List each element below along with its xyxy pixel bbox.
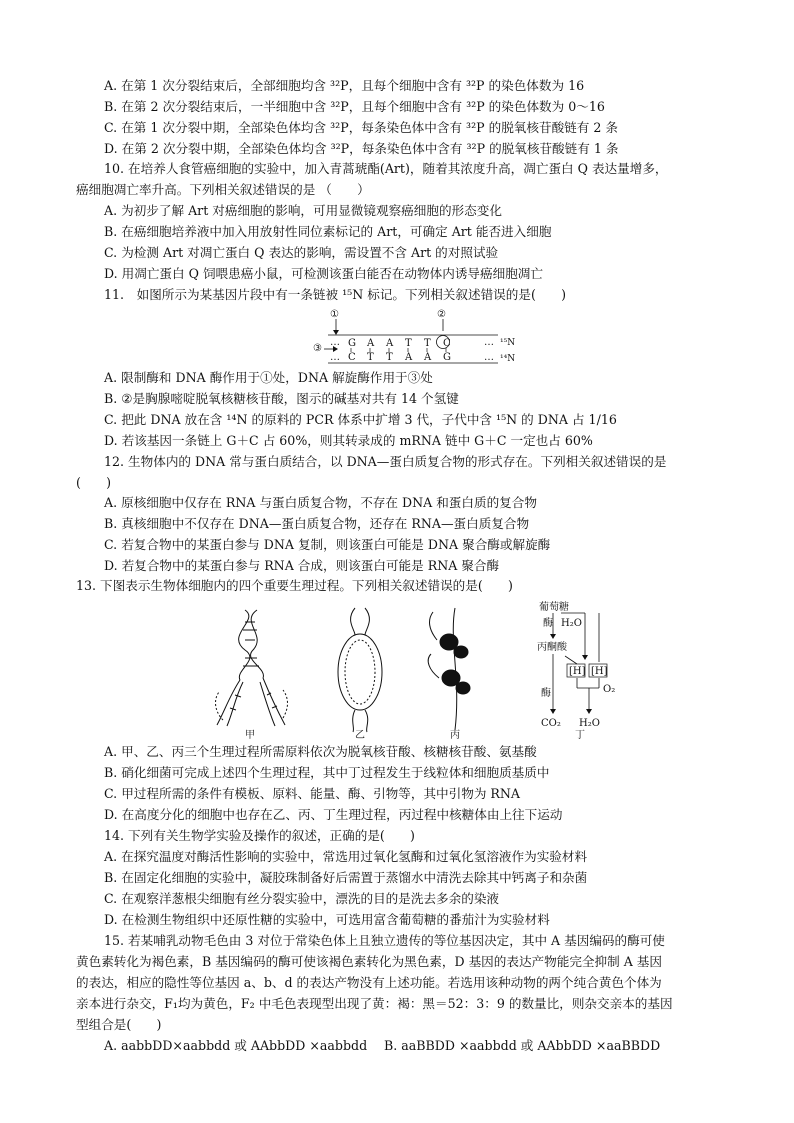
glucose-label: 葡萄糖	[539, 602, 569, 613]
enzyme-label-1: 酶	[543, 618, 553, 629]
top-base: G	[348, 338, 356, 349]
q12-option-a: A. 原核细胞中仅存在 RNA 与蛋白质复合物，不存在 DNA 和蛋白质的复合物	[104, 495, 537, 510]
q15-stem-line4: 亲本进行杂交，F₁均为黄色，F₂ 中毛色表现型出现了黄：褐：黑＝52：3：9 的数量比，则杂交亲本的基因	[76, 996, 673, 1011]
dots-top-right: …	[484, 337, 494, 348]
marker-3: ③	[313, 343, 322, 354]
marker-1: ①	[330, 309, 339, 320]
q9-option-c: C. 在第 1 次分裂中期，全部染色体均含 ³²P，每条染色体中含有 ³²P 的脱氧核苷酸链有 2 条	[104, 120, 618, 135]
marker-2: ②	[437, 309, 446, 320]
top-base: T	[424, 338, 431, 349]
dots-bottom-right: …	[484, 352, 494, 363]
q10-stem-line1: 10. 在培养人食管癌细胞的实验中，加入青蒿琥酯(Art)，随着其浓度升高，凋亡蛋白 Q 表达量增多，	[104, 161, 668, 176]
label-yi: 乙	[355, 730, 365, 740]
bottom-strand	[348, 352, 451, 363]
label-ding: 丁	[575, 730, 585, 740]
q12-stem-line1: 12. 生物体内的 DNA 常与蛋白质结合，以 DNA—蛋白质复合物的形式存在。下列相关叙述错误的是	[104, 454, 667, 469]
dots-top-left: …	[330, 337, 340, 348]
q13-option-d: D. 在高度分化的细胞中也存在乙、丙、丁生理过程，丙过程中核糖体由上往下运动	[104, 807, 563, 822]
q13-option-a: A. 甲、乙、丙三个生理过程所需原料依次为脱氧核苷酸、核糖核苷酸、氨基酸	[104, 744, 537, 759]
replication-diagram	[216, 610, 288, 726]
h-label-1: [H]	[569, 666, 586, 677]
dots-bottom-left: …	[330, 352, 340, 363]
q13-process-figure	[205, 600, 635, 740]
translation-diagram	[428, 608, 470, 730]
q15-option-b: B. aaBBDD ×aabbdd 或 AAbbDD ×aaBBDD	[384, 1038, 661, 1053]
q9-option-a: A. 在第 1 次分裂结束后，全部细胞均含 ³²P，且每个细胞中含有 ³²P 的染色体数为 16	[104, 78, 585, 93]
q13-option-b: B. 硝化细菌可完成上述四个生理过程，其中丁过程发生于线粒体和细胞质基质中	[104, 765, 550, 780]
q12-option-c: C. 若复合物中的某蛋白参与 DNA 复制，则该蛋白可能是 DNA 聚合酶或解旋酶	[104, 537, 551, 552]
q14-option-b: B. 在固定化细胞的实验中，凝胶珠制备好后需置于蒸馏水中清洗去除其中钙离子和杂菌	[104, 870, 588, 885]
top-strand	[348, 338, 451, 349]
q10-option-b: B. 在癌细胞培养液中加入用放射性同位素标记的 Art，可确定 Art 能否进入细胞	[104, 224, 552, 239]
q11-dna-figure	[310, 305, 530, 367]
q15-stem-line1: 15. 若某哺乳动物毛色由 3 对位于常染色体上且独立遗传的等位基因决定，其中 A 基因编码的酶可使	[104, 933, 665, 948]
q14-stem: 14. 下列有关生物学实验及操作的叙述，正确的是( )	[104, 828, 415, 843]
base-pair-bonds	[351, 348, 446, 352]
bottom-base: T	[367, 352, 374, 363]
co2-label: CO₂	[541, 718, 561, 729]
q9-option-d: D. 在第 2 次分裂中期，全部染色体均含 ³²P，每条染色体中含有 ³²P 的脱氧核苷酸链有 1 条	[104, 141, 619, 156]
label-jia: 甲	[245, 730, 255, 740]
q13-stem: 13. 下图表示生物体细胞内的四个重要生理过程。下列相关叙述错误的是( )	[76, 578, 513, 593]
bottom-base: A	[405, 352, 413, 363]
q14-option-d: D. 在检测生物组织中还原性糖的实验中，可选用富含葡萄糖的番茄汁为实验材料	[104, 912, 550, 927]
q13-option-c: C. 甲过程所需的条件有模板、原料、能量、酶、引物等，其中引物为 RNA	[104, 786, 521, 801]
q15-stem-line2: 黄色素转化为褐色素，B 基因编码的酶可使该褐色素转化为黑色素，D 基因的表达产物能完全抑制 A 基因	[76, 954, 662, 969]
q11-option-a: A. 限制酶和 DNA 酶作用于①处，DNA 解旋酶作用于③处	[104, 370, 433, 385]
q15-option-a: A. aabbDD×aabbdd 或 AAbbDD ×aabbdd	[104, 1038, 368, 1053]
enzyme-label-2: 酶	[541, 688, 551, 699]
label-bing: 丙	[450, 730, 460, 740]
q14-option-a: A. 在探究温度对酶活性影响的实验中，常选用过氧化氢酶和过氧化氢溶液作为实验材料	[104, 849, 588, 864]
top-base: C	[443, 338, 451, 349]
q11-option-b: B. ②是胸腺嘧啶脱氧核糖核苷酸，图示的碱基对共有 14 个氢键	[104, 391, 459, 406]
q10-option-a: A. 为初步了解 Art 对癌细胞的影响，可用显微镜观察癌细胞的形态变化	[104, 203, 502, 218]
bottom-base: T	[386, 352, 393, 363]
q10-option-d: D. 用凋亡蛋白 Q 饲喂患癌小鼠，可检测该蛋白能否在动物体内诱导癌细胞凋亡	[104, 266, 543, 281]
q11-option-c: C. 把此 DNA 放在含 ¹⁴N 的原料的 PCR 体系中扩增 3 代，子代中含 ¹⁵N 的 DNA 占 1/16	[104, 412, 617, 427]
q10-option-c: C. 为检测 Art 对凋亡蛋白 Q 表达的影响，需设置不含 Art 的对照试验	[104, 245, 499, 260]
label-15n: ¹⁵N	[500, 338, 516, 348]
pyruvate-label: 丙酮酸	[537, 642, 567, 653]
q9-option-b: B. 在第 2 次分裂结束后，一半细胞中含 ³²P，且每个细胞中含有 ³²P 的染色体数为 0～16	[104, 99, 605, 114]
q10-stem-line2: 癌细胞凋亡率升高。下列相关叙述错误的是 （ ）	[76, 182, 370, 197]
bottom-base: C	[348, 352, 356, 363]
o2-label: O₂	[603, 684, 616, 695]
transcription-diagram	[338, 608, 382, 732]
q15-stem-line3: 的表达，相应的隐性等位基因 a、b、d 的表达产物没有上述功能。若选用该种动物的两个纯合黄色个体为	[76, 975, 662, 990]
q12-option-d: D. 若复合物中的某蛋白参与 RNA 合成，则该蛋白可能是 RNA 聚合酶	[104, 558, 500, 573]
top-base: T	[405, 338, 412, 349]
label-14n: ¹⁴N	[500, 354, 516, 364]
h2o-label-1: H₂O	[561, 618, 582, 629]
h2o-label-2: H₂O	[579, 718, 600, 729]
top-base: A	[386, 338, 394, 349]
q12-stem-line2: ( )	[76, 475, 112, 490]
q12-option-b: B. 真核细胞中不仅存在 DNA—蛋白质复合物，还存在 RNA—蛋白质复合物	[104, 516, 530, 531]
bottom-base: A	[424, 352, 432, 363]
q11-stem: 11. 如图所示为某基因片段中有一条链被 ¹⁵N 标记。下列相关叙述错误的是( )	[104, 287, 566, 302]
q11-option-d: D. 若该基因一条链上 G＋C 占 60%，则其转录成的 mRNA 链中 G＋C 一定也占 60%	[104, 433, 593, 448]
h-label-2: [H]	[591, 666, 608, 677]
q15-stem-line5: 型组合是( )	[76, 1017, 162, 1032]
bottom-base: G	[443, 352, 451, 363]
respiration-diagram	[537, 600, 615, 729]
q14-option-c: C. 在观察洋葱根尖细胞有丝分裂实验中，漂洗的目的是洗去多余的染液	[104, 891, 500, 906]
top-base: A	[367, 338, 375, 349]
